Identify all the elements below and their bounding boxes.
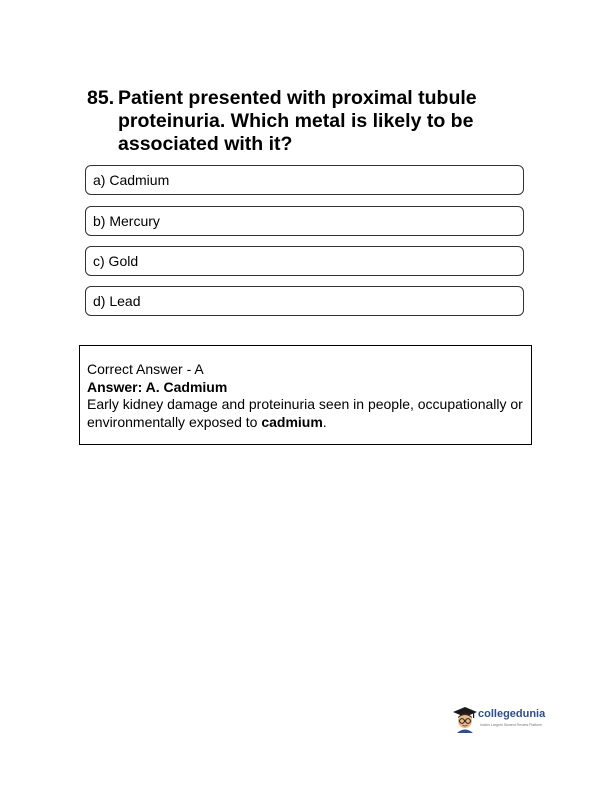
question-heading [87,87,507,156]
collegedunia-logo [452,706,572,736]
option-b-label: b) Mercury [93,213,160,229]
explanation-suffix: . [322,413,327,430]
explanation-text [87,396,524,431]
answer-line: Answer: A. Cadmium [87,378,228,395]
explanation-prefix: Early kidney damage and proteinuria seen in people, occupationally or environmentally exposed to [87,396,523,430]
option-a-label: a) Cadmium [93,172,170,188]
explanation-bold: cadmium [261,413,323,430]
option-c[interactable] [85,246,524,276]
logo-name: collegedunia [478,708,546,720]
option-c-label: c) Gold [93,253,139,269]
student-mascot-icon [452,706,478,734]
option-b[interactable] [85,206,524,236]
question-number: 85. [87,87,115,109]
question-text: Patient presented with proximal tubule proteinuria. Which metal is likely to be associated with it? [118,87,477,155]
option-a[interactable] [85,165,524,195]
correct-answer-line: Correct Answer - A [87,361,204,377]
option-d-label: d) Lead [93,293,141,309]
option-d[interactable] [85,286,524,316]
answer-box [79,345,532,445]
logo-tagline: India's Largest Student Review Platform [480,723,543,727]
